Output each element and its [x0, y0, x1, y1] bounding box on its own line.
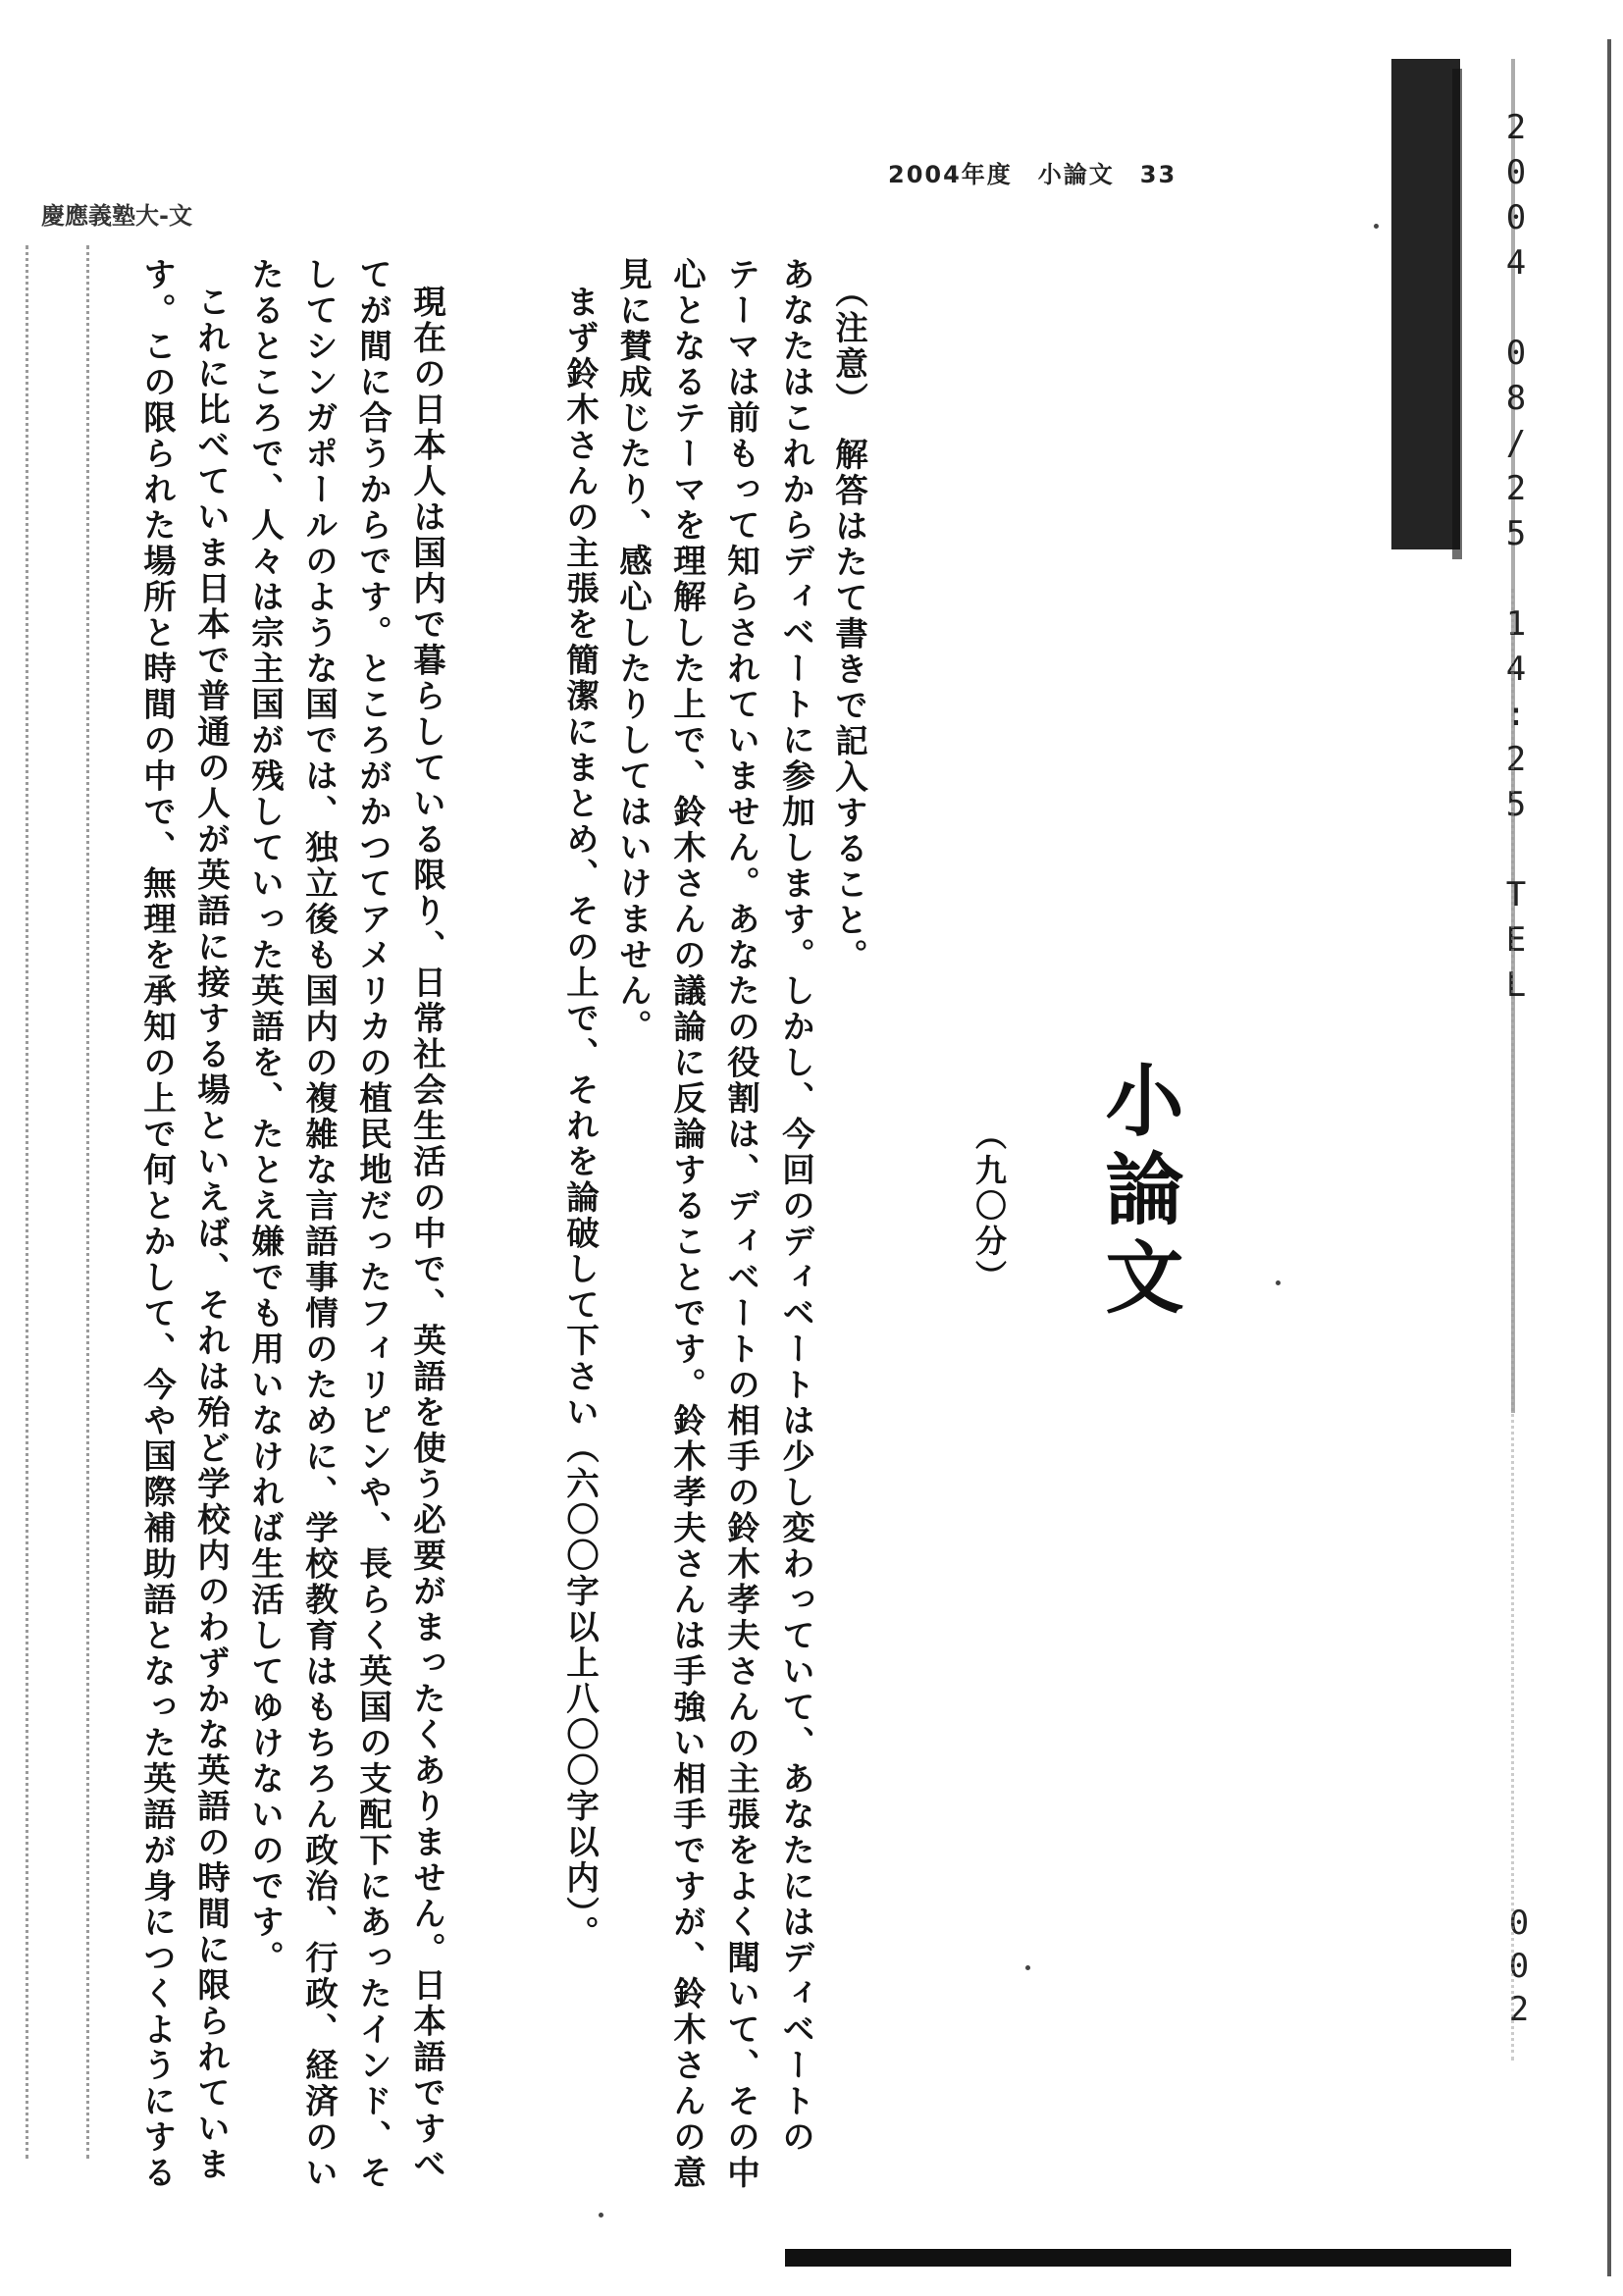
- time-limit: （九〇分）: [970, 1119, 1008, 1295]
- text-line: 心となるテーマを理解した上で、鈴木さんの議論に反論することです。鈴木孝夫さんは手強い相手ですが、鈴木さんの意: [667, 257, 707, 2191]
- text-line: 見に賛成じたり、感心したりしてはいけません。: [613, 257, 653, 1045]
- text-line: たるところで、人々は宗主国が残していった英語を、たとえ嫌でも用いなければ生活してゆけないのです。: [245, 257, 285, 1976]
- scan-speck: [1374, 224, 1379, 229]
- text-line: してシンガポールのような国では、独立後も国内の複雑な言語事情のために、学校教育はもちろん政治、行政、経済のい: [299, 257, 339, 2191]
- school-label: 慶應義塾大-文: [41, 202, 192, 230]
- scan-speck: [1276, 1280, 1281, 1285]
- fax-edge-bar: [1391, 59, 1460, 549]
- exam-label: 2004年度 小論文 33: [888, 161, 1178, 188]
- fax-edge-bar: [1452, 69, 1462, 559]
- text-line: まず鈴木さんの主張を簡潔にまとめ、その上で、それを論破して下さい（六〇〇字以上八〇〇字以内）。: [560, 285, 600, 1952]
- right-edge-line: [1607, 39, 1611, 2276]
- text-line: テーマは前もって知らされていません。あなたの役割は、ディベートの相手の鈴木孝夫さんの主張をよく聞いて、その中: [721, 257, 760, 2191]
- fax-header: 2004 08/25 14:25 TEL: [1496, 108, 1536, 1011]
- instruction-note: （注意） 解答はたて書きで記入すること。: [829, 275, 868, 975]
- text-line: てが間に合うからです。ところがかつてアメリカの植民地だったフィリピンや、長らく英国の支配下にあったインド、そ: [353, 257, 393, 2191]
- text-line: 現在の日本人は国内で暮らしている限り、日常社会生活の中で、英語を使う必要がまったくありません。日本語ですべ: [407, 285, 446, 2183]
- text-line: これに比べていま日本で普通の人が英語に接する場といえば、それは殆ど学校内のわずかな英語の時間に限られていま: [191, 285, 231, 2183]
- page-title: 小論文: [1092, 1060, 1184, 1325]
- scan-dots: [1511, 589, 1514, 2061]
- scan-speck: [1025, 1965, 1030, 1970]
- bottom-edge-bar: [785, 2249, 1511, 2267]
- text-line: す。この限られた場所と時間の中で、無理を承知の上で何とかして、今や国際補助語となった英語が身につくようにする: [137, 257, 177, 2191]
- scan-dots: [26, 245, 28, 2159]
- scan-dots: [86, 245, 89, 2159]
- scan-speck: [599, 2213, 603, 2218]
- fax-page-number: 002: [1499, 1904, 1539, 2033]
- text-line: あなたはこれからディベートに参加します。しかし、今回のディベートは少し変わっていて、あなたにはディベートの: [776, 257, 815, 2156]
